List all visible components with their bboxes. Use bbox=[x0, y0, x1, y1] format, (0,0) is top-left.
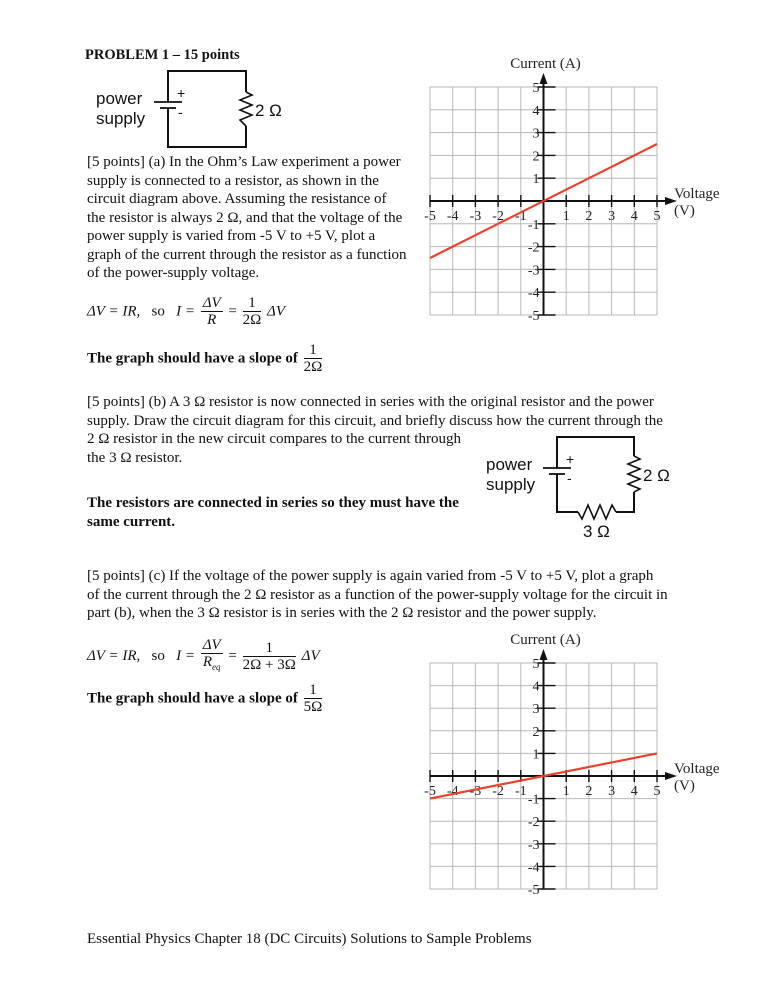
graph-part-a bbox=[400, 50, 740, 340]
problem-title: PROBLEM 1 – 15 points bbox=[85, 47, 240, 63]
x-tick-label: 4 bbox=[630, 784, 638, 799]
eq-so: so bbox=[151, 647, 165, 664]
part-a-question bbox=[87, 153, 407, 283]
slope-fraction: $\frac{1}{5\Omega}$ bbox=[303, 682, 323, 715]
y-tick-label: -2 bbox=[527, 815, 540, 831]
part-c-equation bbox=[87, 637, 320, 676]
eq-fraction-1: $\frac{\Delta V}{R_{eq}}$ bbox=[202, 637, 221, 672]
x-tick-label: 2 bbox=[585, 784, 593, 799]
x-tick-label: -3 bbox=[469, 209, 482, 224]
resistor-label: 2 Ω bbox=[255, 101, 282, 120]
eq-i: I = bbox=[176, 647, 195, 664]
circuit2-wire bbox=[616, 492, 634, 512]
part-c-line: of the current through the 2 Ω resistor as a function of the power-supply voltage for the circuit in bbox=[87, 586, 668, 603]
x-axis-label-unit: (V) bbox=[674, 778, 695, 794]
x-tick-label: -2 bbox=[492, 209, 504, 224]
x-tick-label: 4 bbox=[630, 209, 638, 224]
x-tick-label: -5 bbox=[424, 784, 436, 799]
eq-lhs: ΔV = IR, bbox=[87, 647, 141, 664]
eq-fraction-2: $\frac{1}{2\Omega + 3\Omega}$ bbox=[242, 639, 296, 673]
eq-i: I = bbox=[176, 303, 195, 320]
x-tick-label: -2 bbox=[492, 784, 504, 799]
minus-sign: - bbox=[567, 470, 572, 486]
x-tick-label: 2 bbox=[585, 209, 593, 224]
y-axis-label: Current (A) bbox=[510, 632, 581, 648]
plus-sign: + bbox=[566, 451, 575, 467]
resistor2-label: 3 Ω bbox=[583, 522, 610, 541]
y-tick-label: -3 bbox=[527, 263, 540, 279]
eq-equals: = bbox=[228, 303, 237, 320]
y-tick-label: 4 bbox=[532, 679, 540, 695]
resistor-2ohm-icon bbox=[240, 92, 252, 126]
x-tick-label: 3 bbox=[608, 784, 616, 799]
resistor-3ohm-icon bbox=[578, 505, 616, 519]
supply-label-line2: supply bbox=[96, 109, 146, 128]
part-b-line: the 3 Ω resistor. bbox=[87, 449, 183, 466]
slope-text: The graph should have a slope of bbox=[87, 350, 298, 367]
resistor1-label: 2 Ω bbox=[643, 466, 670, 485]
x-tick-label: 1 bbox=[562, 784, 570, 799]
x-axis-label-unit: (V) bbox=[674, 203, 695, 219]
y-tick-label: -4 bbox=[527, 860, 540, 876]
supply-label-line1: power bbox=[96, 89, 143, 108]
y-tick-label: 5 bbox=[532, 657, 540, 672]
part-b-line: [5 points] (b) A 3 Ω resistor is now connected in series with the original resistor and the power bbox=[87, 394, 654, 410]
x-tick-label: -4 bbox=[446, 209, 459, 224]
x-tick-label: 5 bbox=[653, 209, 661, 224]
eq-fraction-1: $\frac{\Delta V}{R}$ bbox=[202, 295, 221, 328]
part-b-line: 2 Ω resistor in the new circuit compares to the current through bbox=[87, 431, 461, 447]
part-a-slope bbox=[87, 342, 324, 376]
y-axis-label: Current (A) bbox=[510, 56, 581, 72]
part-b-line: supply. Draw the circuit diagram for this circuit, and briefly discuss how the current through the bbox=[87, 412, 663, 429]
y-axis-arrow-icon bbox=[540, 649, 548, 660]
y-tick-label: -1 bbox=[527, 792, 540, 808]
y-tick-label: -5 bbox=[527, 309, 540, 324]
x-tick-label: -1 bbox=[514, 784, 527, 799]
y-tick-label: 3 bbox=[532, 702, 540, 718]
part-a-text: [5 points] (a) In the Ohm’s Law experiment a power supply is connected to a resistor, as shown in the circuit diagram above. Assuming the resistance of the resistor is always 2 Ω, and that the voltage of the power supply is varied from -5 V to +5 V, plot a graph of the current through the resistor as a function of the power-supply voltage. bbox=[87, 154, 407, 281]
eq-tail: ΔV bbox=[267, 303, 286, 320]
slope-text: The graph should have a slope of bbox=[87, 690, 298, 707]
x-tick-label: 3 bbox=[608, 209, 616, 224]
supply-label-line2: supply bbox=[486, 475, 536, 494]
eq-lhs: ΔV = IR, bbox=[87, 303, 141, 320]
answer-line: The resistors are connected in series so they must have the bbox=[87, 495, 459, 511]
y-tick-label: -1 bbox=[527, 217, 540, 233]
circuit-diagram-1 bbox=[80, 60, 320, 160]
part-a-equation bbox=[87, 295, 285, 329]
eq-so: so bbox=[151, 303, 165, 320]
x-axis-label: Voltage bbox=[674, 761, 720, 777]
y-tick-label: -2 bbox=[527, 240, 540, 256]
graph-part-c bbox=[400, 630, 740, 920]
answer-line: same current. bbox=[87, 513, 176, 530]
y-tick-label: 2 bbox=[532, 724, 540, 740]
y-tick-label: -4 bbox=[527, 286, 540, 302]
plus-sign: + bbox=[177, 85, 186, 101]
eq-equals: = bbox=[228, 647, 237, 664]
y-tick-label: -5 bbox=[527, 883, 540, 898]
x-tick-label: -4 bbox=[446, 784, 459, 799]
page-footer: Essential Physics Chapter 18 (DC Circuits) Solutions to Sample Problems bbox=[87, 931, 532, 947]
circuit-diagram-2 bbox=[480, 425, 710, 545]
minus-sign: - bbox=[178, 104, 183, 120]
y-tick-label: 1 bbox=[532, 747, 540, 763]
y-tick-label: 4 bbox=[532, 103, 540, 119]
y-tick-label: 1 bbox=[532, 172, 540, 188]
eq-fraction-2: $\frac{1}{2\Omega}$ bbox=[242, 295, 262, 328]
eq-tail: ΔV bbox=[301, 647, 320, 664]
y-tick-label: 5 bbox=[532, 81, 540, 96]
y-tick-label: 2 bbox=[532, 149, 540, 165]
y-tick-label: 3 bbox=[532, 126, 540, 142]
part-c-question bbox=[87, 567, 727, 623]
slope-fraction: $\frac{1}{2\Omega}$ bbox=[303, 342, 323, 375]
x-tick-label: -1 bbox=[514, 209, 527, 224]
x-tick-label: -3 bbox=[469, 784, 482, 799]
x-tick-label: -5 bbox=[424, 209, 436, 224]
supply-label-line1: power bbox=[486, 455, 533, 474]
part-c-line: [5 points] (c) If the voltage of the power supply is again varied from -5 V to +5 V, plot a graph bbox=[87, 568, 654, 584]
resistor-2ohm-icon bbox=[628, 456, 640, 492]
y-axis-arrow-icon bbox=[540, 73, 548, 84]
part-c-slope bbox=[87, 682, 324, 716]
x-tick-label: 5 bbox=[653, 784, 661, 799]
y-tick-label: -3 bbox=[527, 837, 540, 853]
part-c-line: part (b), when the 3 Ω resistor is in series with the 2 Ω resistor and the power supply. bbox=[87, 605, 597, 621]
x-tick-label: 1 bbox=[562, 209, 570, 224]
part-b-answer bbox=[87, 494, 459, 531]
x-axis-label: Voltage bbox=[674, 186, 720, 202]
